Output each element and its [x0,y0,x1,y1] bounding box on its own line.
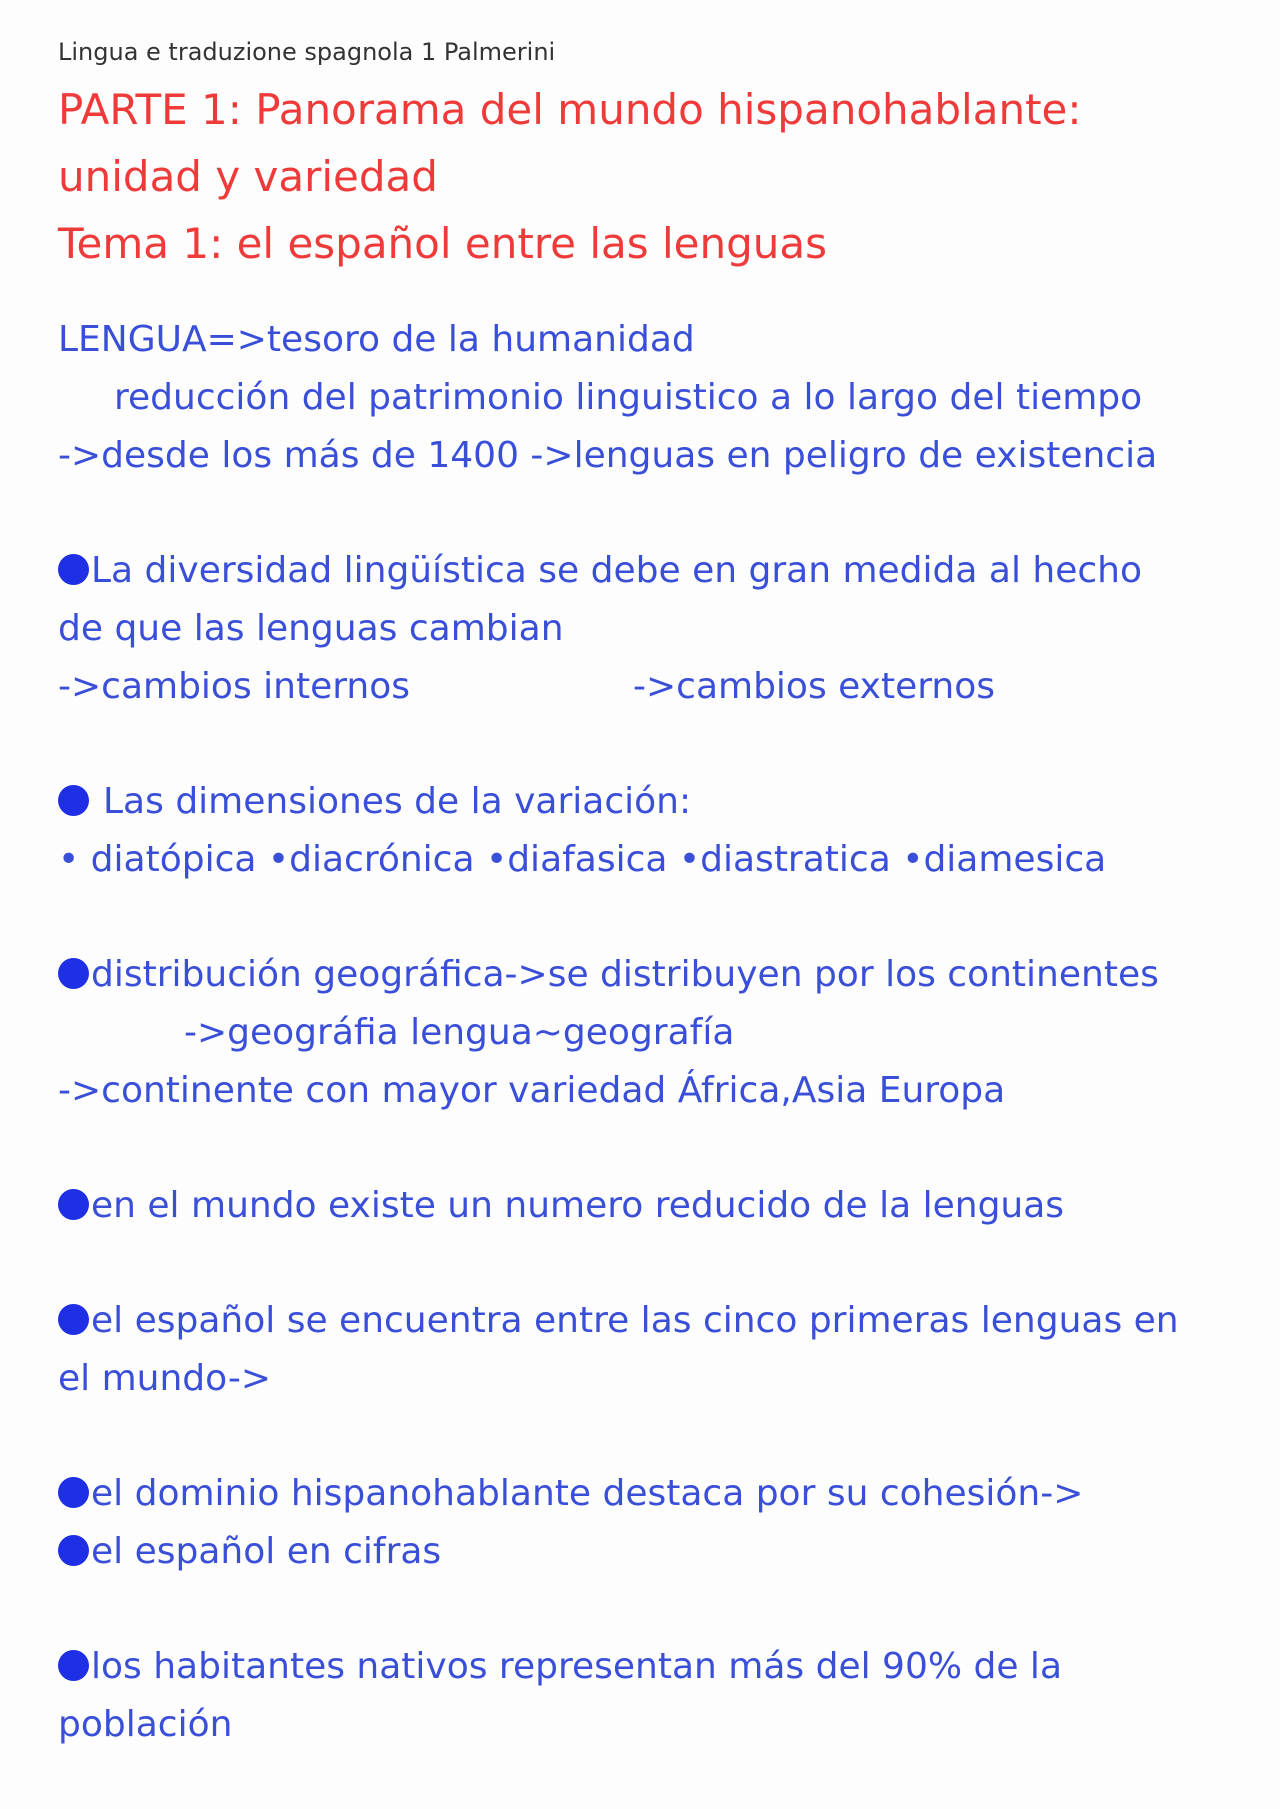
title-line-2: unidad y variedad [58,152,438,201]
dimensiones-text: Las dimensiones de la variación: [103,781,692,822]
espanol-text: el español se encuentra entre las cinco primeras lenguas en [91,1300,1179,1341]
cambios-line [58,658,1238,716]
cifras-text: el español en cifras [91,1531,442,1572]
lengua-line-2: reducción del patrimonio linguistico a lo largo del tiempo [114,377,1143,418]
bullet-dot-icon [58,1650,89,1681]
notes-body [58,311,1238,1754]
page-title [58,76,1238,277]
numero-line [58,1177,1238,1235]
diversidad-line-2: de que las lenguas cambian [58,608,564,649]
cambios-internos: ->cambios internos [58,666,411,707]
habitantes-text: los habitantes nativos representan más del 90% de la [91,1646,1062,1687]
diversidad-text: La diversidad lingüística se debe en gran medida al hecho [91,550,1142,591]
bullet-dot-icon [58,958,89,989]
distribucion-line-2: ->geográfia lengua~geografía [184,1012,735,1053]
lengua-line-1: LENGUA=>tesoro de la humanidad [58,319,695,360]
habitantes-line-2: población [58,1704,233,1745]
dimensiones-heading [58,773,1238,831]
espanol-line-2: el mundo-> [58,1358,271,1399]
diversidad-line-1 [58,542,1238,600]
habitantes-line-1 [58,1638,1238,1696]
dominio-text: el dominio hispanohablante destaca por su cohesión-> [91,1473,1084,1514]
bullet-dot-icon [58,1189,89,1220]
title-line-1: PARTE 1: Panorama del mundo hispanohablante: [58,85,1082,134]
bullet-dot-icon [58,1304,89,1335]
cambios-externos: ->cambios externos [633,666,996,707]
bullet-dot-icon [58,554,89,585]
bullet-dot-icon [58,1477,89,1508]
cifras-line [58,1523,1238,1581]
dimensiones-list: • diatópica •diacrónica •diafasica •diastratica •diamesica [58,839,1107,880]
dominio-line [58,1465,1238,1523]
title-line-3: Tema 1: el español entre las lenguas [58,219,828,268]
bullet-dot-icon [58,1535,89,1566]
lengua-line-3: ->desde los más de 1400 ->lenguas en peligro de existencia [58,435,1158,476]
distribucion-line-1 [58,946,1238,1004]
course-label: Lingua e traduzione spagnola 1 Palmerini [58,38,556,66]
espanol-line-1 [58,1292,1238,1350]
numero-text: en el mundo existe un numero reducido de la lenguas [91,1185,1065,1226]
distribucion-line-3: ->continente con mayor variedad África,Asia Europa [58,1070,1006,1111]
bullet-dot-icon [58,785,89,816]
distribucion-text: distribución geográfica->se distribuyen por los continentes [91,954,1159,995]
